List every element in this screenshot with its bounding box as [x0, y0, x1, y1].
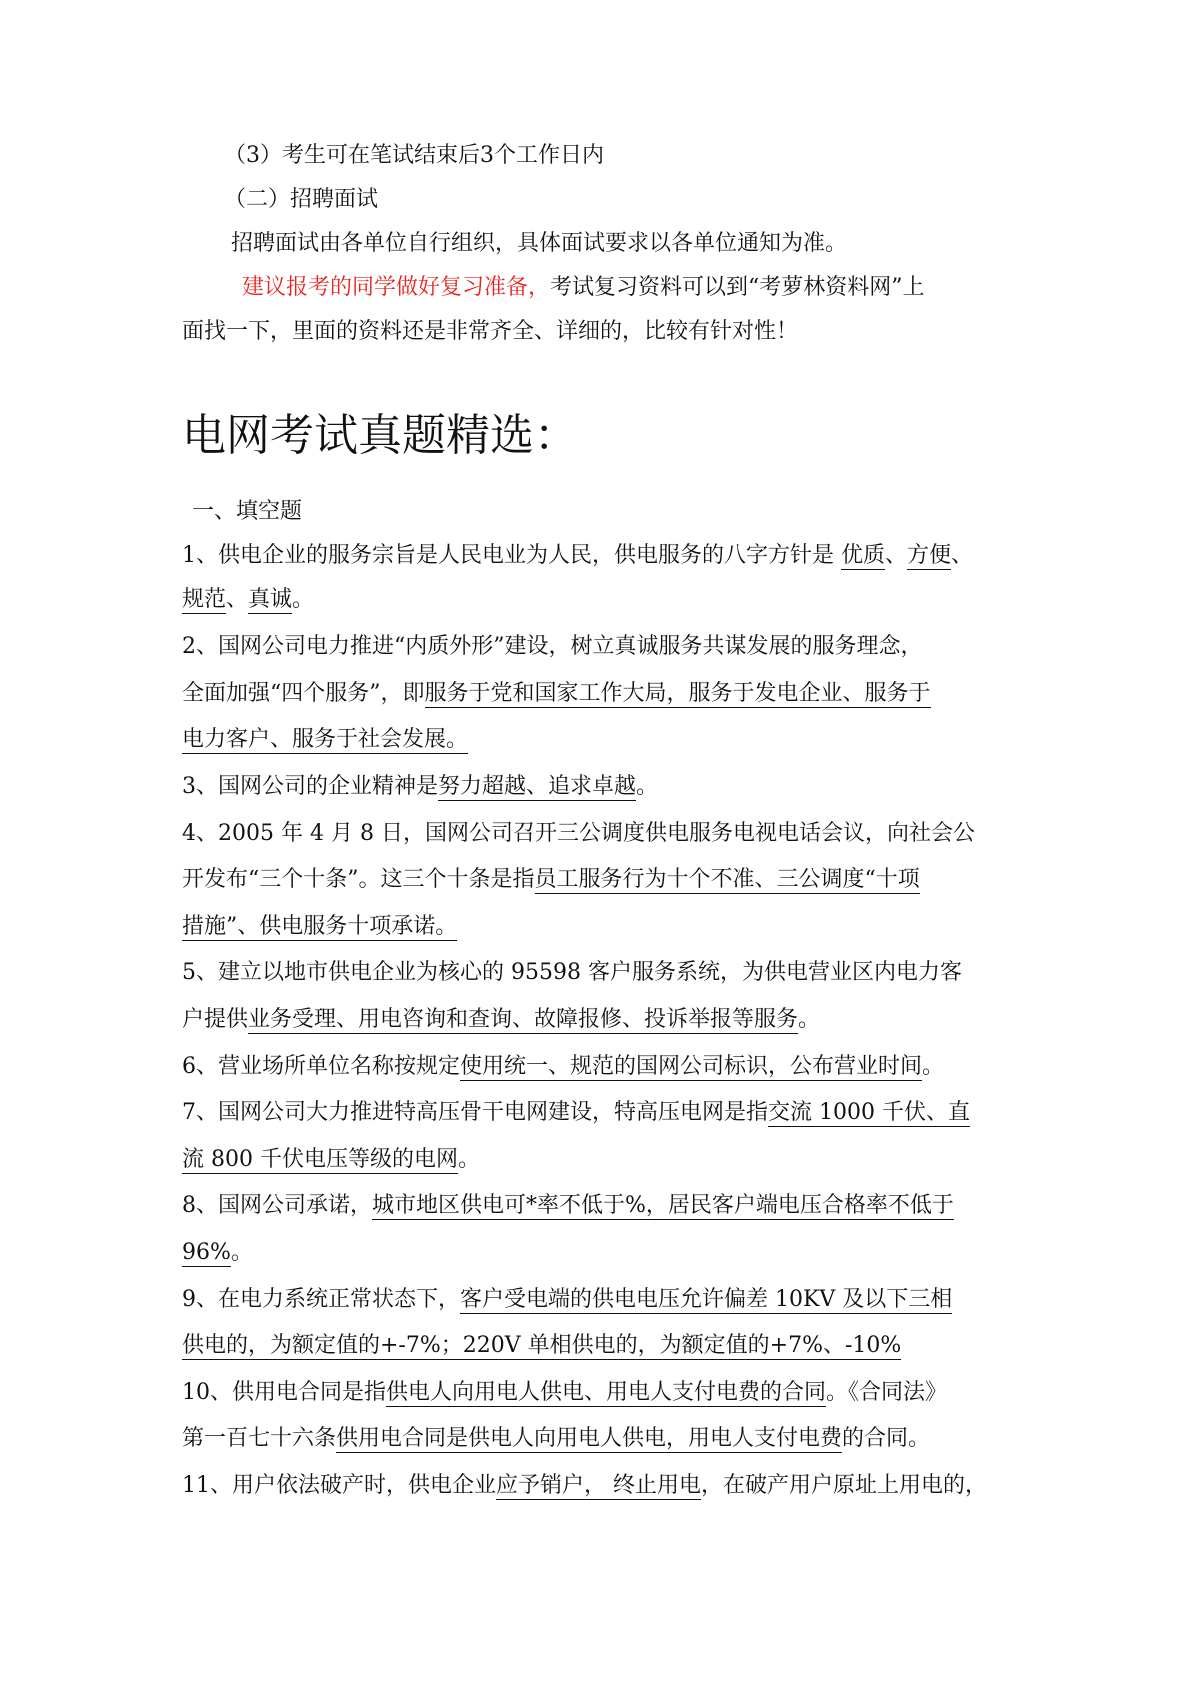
answer-blank: 优质 — [841, 543, 886, 568]
question-4-line-1: 4、2005 年 4 月 8 日，国网公司召开三公调度供电服务电视电话会议，向社会公 — [182, 821, 975, 846]
answer-blank: 服务于党和国家工作大局，服务于发电企业、服务于 — [424, 681, 931, 706]
answer-blank: 措施”、供电服务十项承诺。 — [182, 914, 458, 939]
question-9-line-1: 9、在电力系统正常状态下，客户受电端的供电电压允许偏差 10KV 及以下三相 — [182, 1287, 953, 1312]
question-2-line-1: 2、国网公司电力推进“内质外形”建设，树立真诚服务共谋发展的服务理念， — [182, 634, 923, 659]
answer-blank: 方便 — [907, 543, 952, 568]
section-title: 一、填空题 — [192, 499, 303, 524]
answer-blank: 业务受理、用电咨询和查询、故障报修、投诉举报等服务 — [248, 1007, 799, 1032]
question-4-line-2: 开发布“三个十条”。这三个十条是指员工服务行为十个不准、三公调度“十项 — [182, 867, 920, 892]
answer-blank: 员工服务行为十个不准、三公调度“十项 — [534, 867, 920, 892]
question-2-line-2: 全面加强“四个服务”，即服务于党和国家工作大局，服务于发电企业、服务于 — [182, 681, 931, 706]
question-3: 3、国网公司的企业精神是努力超越、追求卓越。 — [182, 774, 659, 799]
question-8-line-1: 8、国网公司承诺，城市地区供电可*率不低于%，居民客户端电压合格率不低于 — [182, 1193, 954, 1218]
intro-line-5: 面找一下，里面的资料还是非常齐全、详细的，比较有针对性！ — [182, 319, 799, 344]
question-6: 6、营业场所单位名称按规定使用统一、规范的国网公司标识，公布营业时间。 — [182, 1054, 945, 1079]
answer-blank: 规范 — [182, 587, 227, 612]
intro-line-3: 招聘面试由各单位自行组织，具体面试要求以各单位通知为准。 — [231, 231, 848, 256]
answer-blank: 真诚 — [248, 587, 293, 612]
question-1-line-1: 1、供电企业的服务宗旨是人民电业为人民，供电服务的八字方针是 优质、方便、 — [182, 543, 974, 568]
answer-blank: 交流 1000 千伏、直 — [768, 1100, 970, 1125]
question-10-line-2: 第一百七十六条供用电合同是供电人向用电人供电，用电人支付电费的合同。 — [182, 1426, 931, 1451]
answer-blank: 努力超越、追求卓越 — [438, 774, 637, 799]
question-7-line-2: 流 800 千伏电压等级的电网。 — [182, 1147, 480, 1172]
intro-line-1: （3）考生可在笔试结束后3个工作日内 — [224, 143, 604, 168]
answer-blank: 客户受电端的供电电压允许偏差 10KV 及以下三相 — [460, 1287, 953, 1312]
question-9-line-2 — [182, 1331, 901, 1361]
answer-blank: 供电的，为额定值的+-7%；220V 单相供电的，为额定值的+7%、-10% — [182, 1333, 902, 1358]
question-4-line-3 — [182, 912, 457, 942]
question-5-line-2: 户提供业务受理、用电咨询和查询、故障报修、投诉举报等服务。 — [182, 1007, 821, 1032]
intro-subheading: （二）招聘面试 — [224, 187, 379, 212]
question-10-line-1: 10、供用电合同是指供电人向用电人供电、用电人支付电费的合同。《合同法》 — [182, 1380, 948, 1405]
question-1-line-2: 规范、真诚。 — [182, 587, 315, 612]
answer-blank: 96% — [182, 1240, 231, 1265]
question-8-line-2: 96%。 — [182, 1240, 253, 1265]
answer-blank: 应予销户， 终止用电 — [496, 1473, 701, 1498]
answer-blank: 流 800 千伏电压等级的电网 — [182, 1147, 458, 1172]
recommendation-highlight: 建议报考的同学做好复习准备， — [242, 275, 551, 300]
intro-line-4: 建议报考的同学做好复习准备，考试复习资料可以到“考萝林资料网”上 — [242, 275, 925, 300]
answer-blank: 供电人向用电人供电、用电人支付电费的合同 — [386, 1380, 827, 1405]
answer-blank: 供用电合同是供电人向用电人供电，用电人支付电费 — [336, 1426, 843, 1451]
answer-blank: 电力客户、服务于社会发展。 — [182, 727, 469, 752]
answer-blank: 使用统一、规范的国网公司标识，公布营业时间 — [460, 1054, 923, 1079]
main-heading: 电网考试真题精选： — [182, 410, 578, 461]
question-5-line-1: 5、建立以地市供电企业为核心的 95598 客户服务系统，为供电营业区内电力客 — [182, 960, 962, 985]
answer-blank: 城市地区供电可*率不低于%，居民客户端电压合格率不低于 — [372, 1193, 954, 1218]
question-2-line-3 — [182, 725, 468, 755]
question-11: 11、用户依法破产时，供电企业应予销户， 终止用电，在破产用户原址上用电的， — [182, 1473, 988, 1498]
question-7-line-1: 7、国网公司大力推进特高压骨干电网建设，特高压电网是指交流 1000 千伏、直 — [182, 1100, 970, 1125]
